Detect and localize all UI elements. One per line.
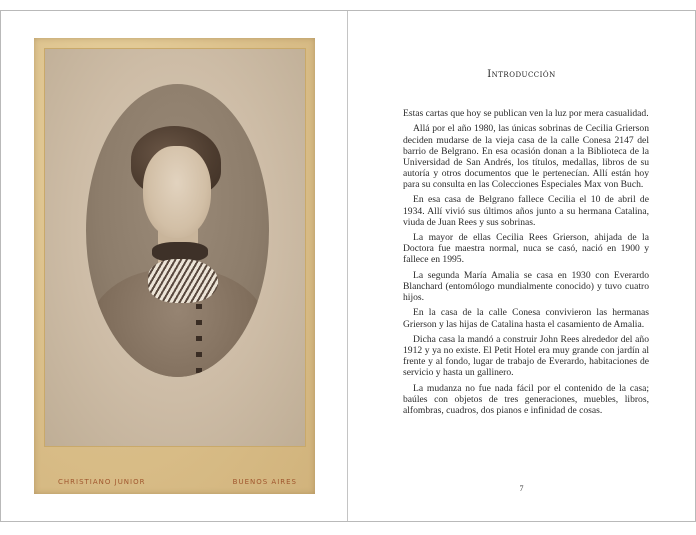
body-text [403, 108, 649, 420]
paragraph: En esa casa de Belgrano fallece Cecilia el 10 de abril de 1934. Allí vivió sus últimos años junto a su hermana Catalina, viuda de Juan Rees y sus sobrinas. [403, 194, 649, 228]
left-page [1, 11, 348, 521]
portrait-buttons [196, 304, 202, 377]
book-spread [0, 10, 696, 522]
paragraph: La segunda María Amalia se casa en 1930 con Everardo Blanchard (entomólogo mundialmente conocido) y tuvo cuatro hijos. [403, 269, 649, 303]
photo-inner-frame [44, 48, 306, 447]
paragraph: Allá por el año 1980, las únicas sobrinas de Cecilia Grierson deciden mudarse de la vieja casa de la calle Conesa 2147 del barrio de Belgrano. En esa ocasión donan a la Biblioteca de la Universidad de San Andrés, los títulos, medallas, libros de su autoría y otros documentos que le pertenecían. Allí están hoy para su consulta en las Colecciones Especiales Max von Buch. [403, 123, 649, 190]
paragraph: Estas cartas que hoy se publican ven la luz por mera casualidad. [403, 108, 649, 119]
studio-name: CHRISTIANO JUNIOR [58, 478, 146, 486]
paragraph: La mudanza no fue nada fácil por el contenido de la casa; baúles con objetos de tres generaciones, muebles, libros, alfombras, cuadros, dos pianos e infinidad de cosas. [403, 382, 649, 416]
photo-card [34, 38, 315, 494]
paragraph: En la casa de la calle Conesa convivieron las hermanas Grierson y las hijas de Catalina hasta el casamiento de Amalia. [403, 307, 649, 330]
studio-city: BUENOS AIRES [232, 478, 297, 486]
page-number: 7 [519, 484, 524, 493]
right-page [348, 11, 695, 521]
paragraph: La mayor de ellas Cecilia Rees Grierson, ahijada de la Doctora fue maestra normal, nuca se casó, nació en 1900 y fallece en 1995. [403, 232, 649, 266]
paragraph: Dicha casa la mandó a construir John Rees alrededor del año 1912 y ya no existe. El Petit Hotel era muy grande con jardín al frente y al fondo, lugar de trabajo de Everardo, habitaciones de servicio y hasta un gallinero. [403, 334, 649, 379]
portrait-striped-bow [148, 259, 218, 303]
chapter-heading: Introducción [487, 69, 556, 80]
portrait-oval [86, 84, 269, 377]
portrait-face [143, 146, 211, 238]
